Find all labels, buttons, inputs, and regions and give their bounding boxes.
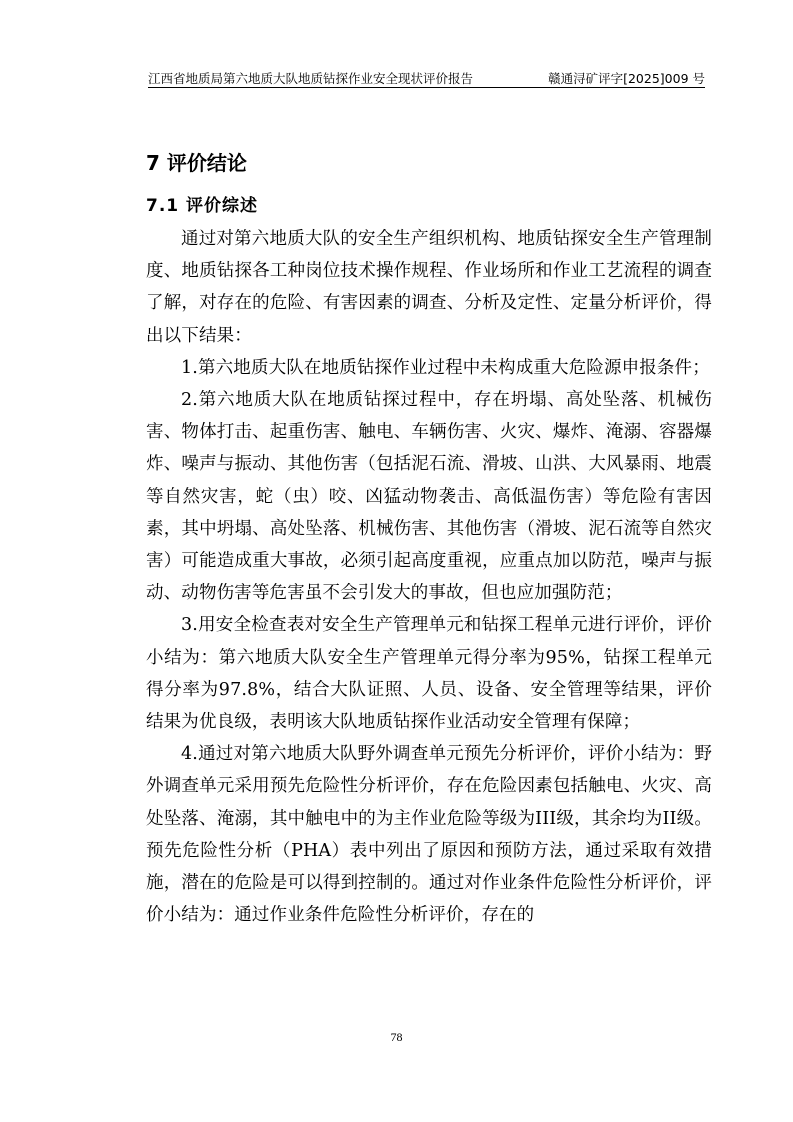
paragraph-item-3: 3.用安全检查表对安全生产管理单元和钻探工程单元进行评价，评价小结为：第六地质大队安全生产管理单元得分率为95%，钻探工程单元得分率为97.8%，结合大队证照、人员、设备、安全管理等结果，评价结果为优良级，表明该大队地质钻探作业活动安全管理有保障； — [146, 615, 712, 733]
paragraph-intro: 通过对第六地质大队的安全生产组织机构、地质钻探安全生产管理制度、地质钻探各工种岗位技术操作规程、作业场所和作业工艺流程的调查了解，对存在的危险、有害因素的调查、分析及定性、定量分析评价，得出以下结果： — [146, 229, 712, 346]
paragraph-item-4: 4.通过对第六地质大队野外调查单元预先分析评价，评价小结为：野外调查单元采用预先危险性分析评价，存在危险因素包括触电、火灾、高处坠落、淹溺，其中触电中的为主作业危险等级为III级，其余均为II级。预先危险性分析（PHA）表中列出了原因和预防方法，通过采取有效措施，潜在的危险是可以得到控制的。通过对作业条件危险性分析评价，评价小结为：通过作业条件危险性分析评价，存在的 — [146, 744, 712, 926]
page-header — [148, 67, 705, 88]
section-heading: 7 评价结论 — [146, 151, 247, 175]
page-number: 78 — [390, 1030, 403, 1044]
paragraph-item-1: 1.第六地质大队在地质钻探作业过程中未构成重大危险源申报条件； — [181, 357, 710, 378]
subsection-heading: 7.1 评价综述 — [146, 196, 259, 216]
paragraph-item-2: 2.第六地质大队在地质钻探过程中，存在坍塌、高处坠落、机械伤害、物体打击、起重伤害、触电、车辆伤害、火灾、爆炸、淹溺、容器爆炸、噪声与振动、其他伤害（包括泥石流、滑坡、山洪、大风暴雨、地震等自然灾害，蛇（虫）咬、凶猛动物袭击、高低温伤害）等危险有害因素，其中坍塌、高处坠落、机械伤害、其他伤害（滑坡、泥石流等自然灾害）可能造成重大事故，必须引起高度重视，应重点加以防范，噪声与振动、动物伤害等危害虽不会引发大的事故，但也应加强防范； — [146, 390, 712, 604]
header-title: 江西省地质局第六地质大队地质钻探作业安全现状评价报告 — [148, 71, 474, 86]
header-doc-number: 赣通浔矿评字[2025]009 号 — [548, 71, 705, 86]
body-text — [146, 223, 712, 931]
